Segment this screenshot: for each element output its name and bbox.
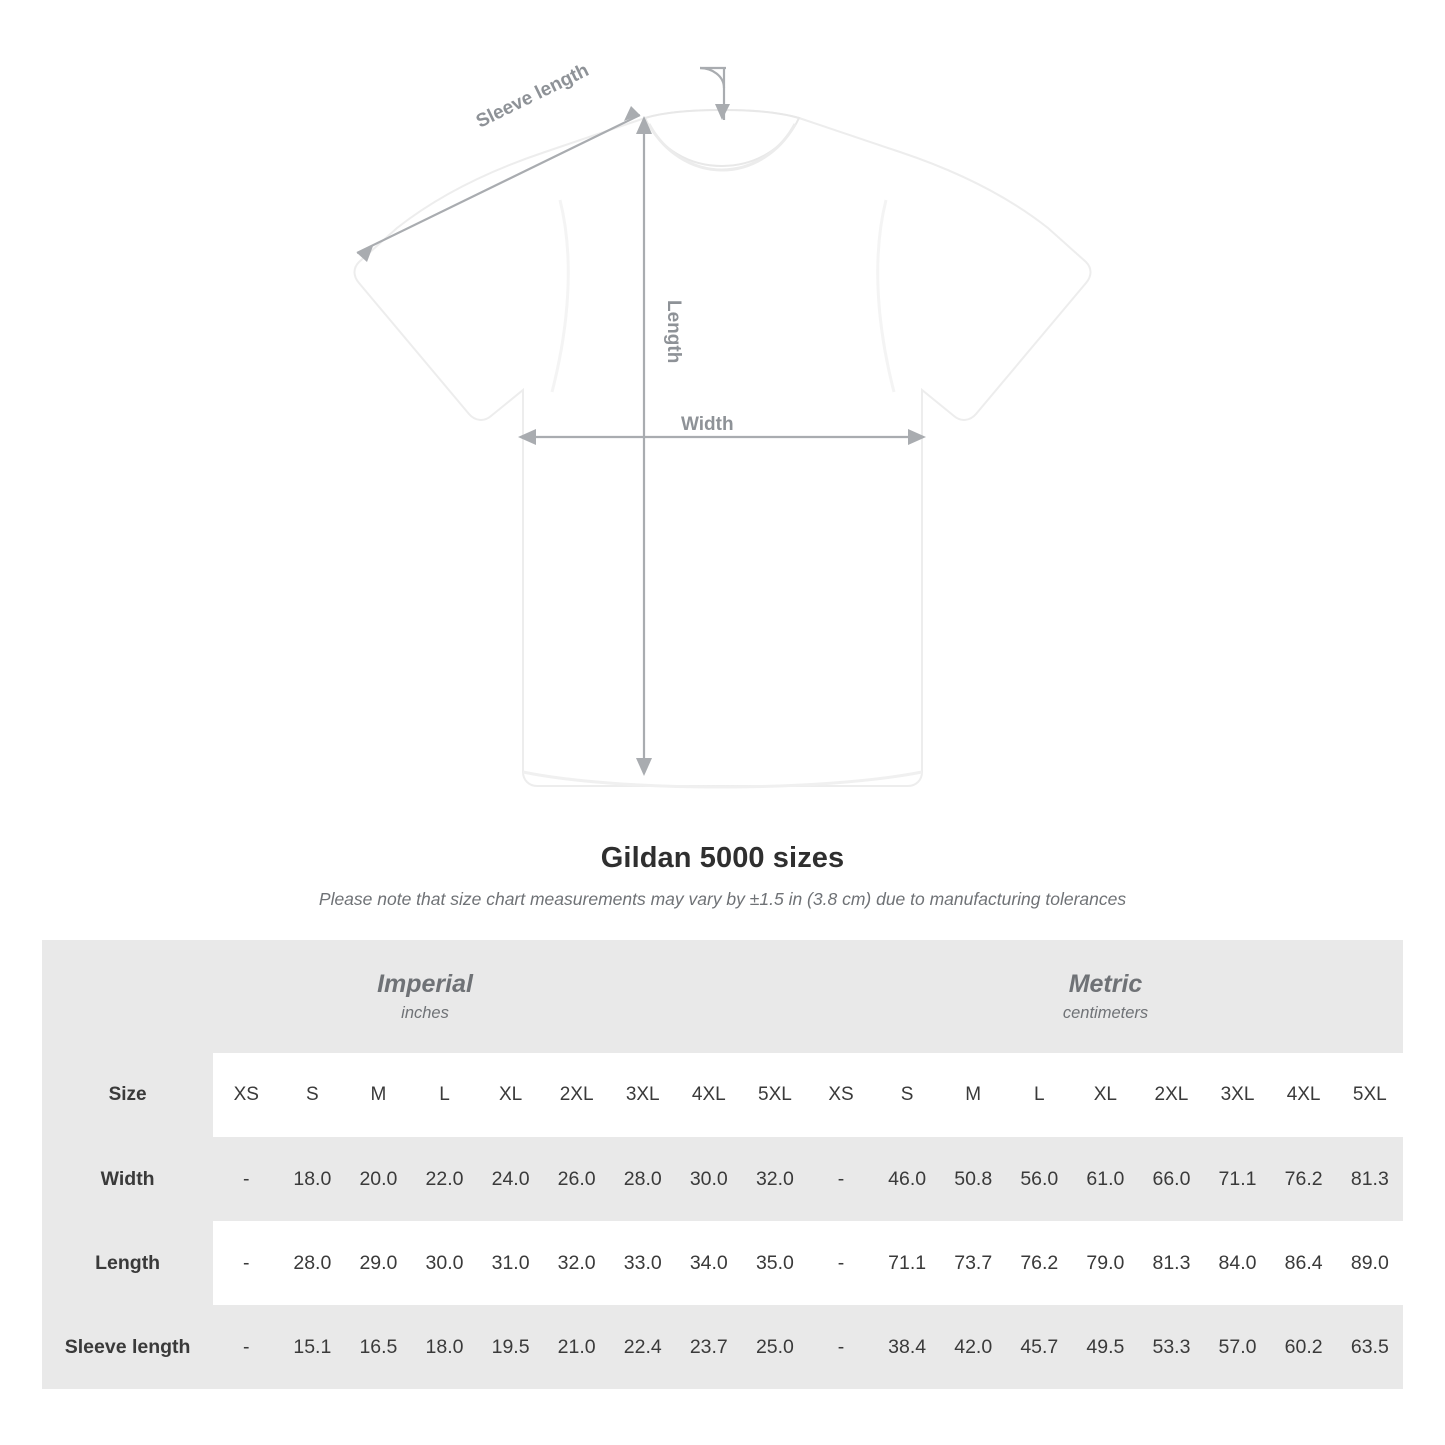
cell: 71.1 [1204, 1137, 1270, 1221]
cell: 38.4 [874, 1305, 940, 1389]
cell: 81.3 [1337, 1137, 1403, 1221]
header-imperial-xs: XS [213, 1053, 279, 1137]
cell: 15.1 [279, 1305, 345, 1389]
cell: 34.0 [676, 1221, 742, 1305]
imperial-sub: inches [401, 1004, 449, 1023]
length-label: Length [663, 300, 684, 364]
cell: 20.0 [345, 1137, 411, 1221]
header-metric-2xl: 2XL [1138, 1053, 1204, 1137]
size-table-wrapper [42, 940, 1403, 1389]
cell: 33.0 [610, 1221, 676, 1305]
cell: 42.0 [940, 1305, 1006, 1389]
cell: 26.0 [544, 1137, 610, 1221]
cell: 32.0 [544, 1221, 610, 1305]
cell: - [213, 1137, 279, 1221]
cell: 50.8 [940, 1137, 1006, 1221]
cell: 16.5 [345, 1305, 411, 1389]
header-imperial-3xl: 3XL [610, 1053, 676, 1137]
cell: 76.2 [1006, 1221, 1072, 1305]
row-label-length: Length [42, 1221, 213, 1305]
cell: 23.7 [676, 1305, 742, 1389]
cell: 28.0 [610, 1137, 676, 1221]
cell: 53.3 [1138, 1305, 1204, 1389]
table-row-sleeve-length [42, 1305, 1403, 1389]
cell: 89.0 [1337, 1221, 1403, 1305]
cell: 35.0 [742, 1221, 808, 1305]
cell: 21.0 [544, 1305, 610, 1389]
cell: - [808, 1305, 874, 1389]
cell: 18.0 [279, 1137, 345, 1221]
sleeve-length-label: Sleeve length [472, 59, 593, 133]
header-metric-xs: XS [808, 1053, 874, 1137]
header-imperial-5xl: 5XL [742, 1053, 808, 1137]
row-label-width: Width [42, 1137, 213, 1221]
cell: - [213, 1221, 279, 1305]
header-metric-3xl: 3XL [1204, 1053, 1270, 1137]
cell: 57.0 [1204, 1305, 1270, 1389]
page-title: Gildan 5000 sizes [600, 842, 845, 874]
cell: 56.0 [1006, 1137, 1072, 1221]
cell: - [213, 1305, 279, 1389]
cell: 32.0 [742, 1137, 808, 1221]
cell: 45.7 [1006, 1305, 1072, 1389]
cell: 28.0 [279, 1221, 345, 1305]
header-metric-s: S [874, 1053, 940, 1137]
metric-sub: centimeters [1062, 1004, 1149, 1023]
header-metric-xl: XL [1072, 1053, 1138, 1137]
cell: 25.0 [742, 1305, 808, 1389]
header-imperial-l: L [411, 1053, 477, 1137]
header-imperial-2xl: 2XL [544, 1053, 610, 1137]
cell: 63.5 [1337, 1305, 1403, 1389]
cell: 66.0 [1138, 1137, 1204, 1221]
cell: - [808, 1221, 874, 1305]
table-row-width [42, 1137, 1403, 1221]
cell: 84.0 [1204, 1221, 1270, 1305]
unit-group-imperial [42, 940, 808, 1053]
tolerance-note: Please note that size chart measurements may vary by ±1.5 in (3.8 cm) due to manufacturing tolerances [318, 889, 1127, 909]
metric-title: Metric [1068, 969, 1143, 998]
cell: 22.4 [610, 1305, 676, 1389]
cell: 30.0 [411, 1221, 477, 1305]
size-table [42, 940, 1403, 1389]
header-metric-4xl: 4XL [1271, 1053, 1337, 1137]
header-size: Size [42, 1053, 213, 1137]
header-imperial-4xl: 4XL [676, 1053, 742, 1137]
header-imperial-xl: XL [478, 1053, 544, 1137]
cell: 24.0 [478, 1137, 544, 1221]
unit-band-row [42, 940, 1403, 1053]
imperial-title: Imperial [377, 969, 473, 998]
cell: 49.5 [1072, 1305, 1138, 1389]
header-metric-5xl: 5XL [1337, 1053, 1403, 1137]
cell: 46.0 [874, 1137, 940, 1221]
row-label-sleeve-length: Sleeve length [42, 1305, 213, 1389]
cell: 22.0 [411, 1137, 477, 1221]
cell: 61.0 [1072, 1137, 1138, 1221]
cell: 18.0 [411, 1305, 477, 1389]
cell: 60.2 [1271, 1305, 1337, 1389]
header-imperial-s: S [279, 1053, 345, 1137]
cell: 81.3 [1138, 1221, 1204, 1305]
cell: 31.0 [478, 1221, 544, 1305]
cell: - [808, 1137, 874, 1221]
cell: 86.4 [1271, 1221, 1337, 1305]
cell: 19.5 [478, 1305, 544, 1389]
cell: 71.1 [874, 1221, 940, 1305]
table-row-length [42, 1221, 1403, 1305]
table-header-row [42, 1053, 1403, 1137]
tshirt-shape [355, 110, 1091, 787]
cell: 29.0 [345, 1221, 411, 1305]
cell: 79.0 [1072, 1221, 1138, 1305]
unit-group-metric [808, 940, 1403, 1053]
header-metric-l: L [1006, 1053, 1072, 1137]
cell: 30.0 [676, 1137, 742, 1221]
width-label: Width [681, 414, 734, 435]
cell: 76.2 [1271, 1137, 1337, 1221]
header-metric-m: M [940, 1053, 1006, 1137]
cell: 73.7 [940, 1221, 1006, 1305]
header-imperial-m: M [345, 1053, 411, 1137]
